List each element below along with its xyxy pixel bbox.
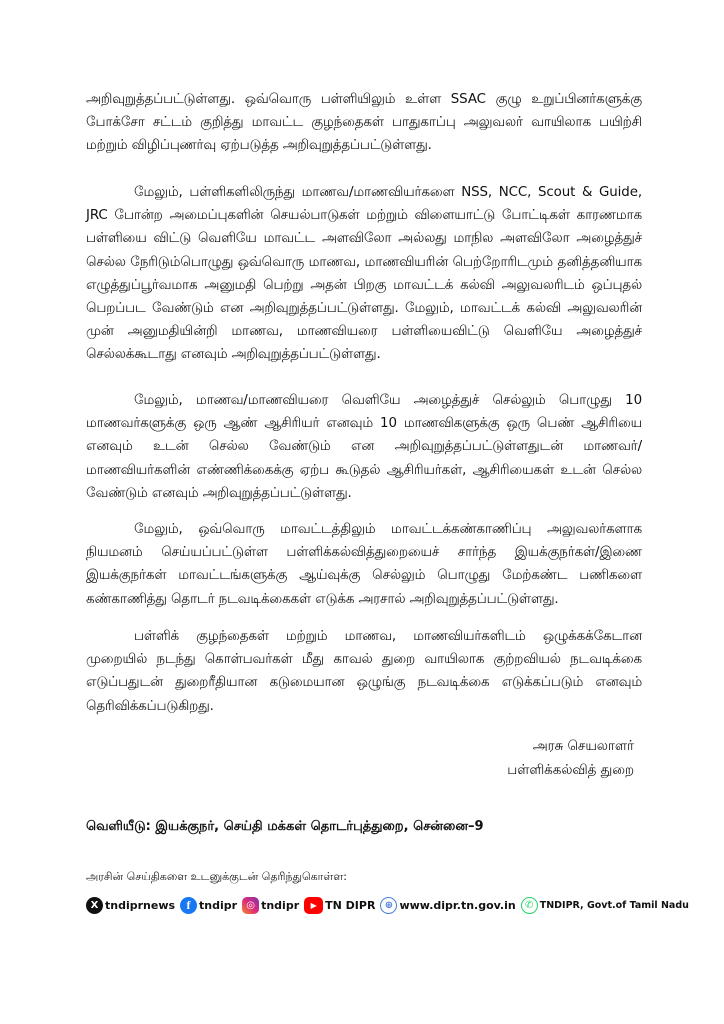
signature-title: அரசு செயலாளர் — [532, 739, 634, 754]
social-facebook-label: tndipr — [199, 899, 238, 912]
follow-prompt: அரசின் செய்திகளை உடனுக்குடன் தெரிந்துகொள்ள: — [86, 870, 347, 883]
social-x[interactable] — [86, 897, 175, 914]
social-website[interactable] — [380, 897, 515, 914]
paragraph-ssac-training: அறிவுறுத்தப்பட்டுள்ளது. ஒவ்வொரு பள்ளியிலும் உள்ள SSAC குழு உறுப்பினர்களுக்கு போக்சோ சட்டம் குறித்து மாவட்ட குழந்தைகள் பாதுகாப்பு அலுவலர் வாயிலாக பயிற்சி மற்றும் விழிப்புணர்வு ஏற்படுத்த அறிவுறுத்தப்பட்டுள்ளது. — [86, 92, 642, 154]
paragraph-outing-permission: மேலும், பள்ளிகளிலிருந்து மாணவ/மாணவியர்களை NSS, NCC, Scout & Guide, JRC போன்ற அமைப்புகளின் செயல்பாடுகள் மற்றும் விளையாட்டு போட்டிகள் காரணமாக பள்ளியை விட்டு வெளியே மாவட்ட அளவிலோ அல்லது மாநில அளவிலோ அழைத்துச் செல்ல நேரிடும்பொழுது ஒவ்வொரு மாணவ, மாணவியரின் பெற்றோரிடமும் தனித்தனியாக எழுத்துப்பூர்வமாக அனுமதி பெற்று அதன் பிறகு மாவட்டக் கல்வி அலுவலரிடம் ஒப்புதல் பெறப்பட வேண்டும் என அறிவுறுத்தப்பட்டுள்ளது. மேலும், மாவட்டக் கல்வி அலுவலரின் முன் அனுமதியின்றி மாணவ, மாணவியரை பள்ளியைவிட்டு வெளியே அழைத்துச் செல்லக்கூடாது எனவும் அறிவுறுத்தப்பட்டுள்ளது. — [86, 185, 642, 363]
paragraph-disciplinary-action: பள்ளிக் குழந்தைகள் மற்றும் மாணவ, மாணவியர்களிடம் ஒழுக்கக்கேடான முறையில் நடந்து கொள்பவர்கள் மீது காவல் துறை வாயிலாக குற்றவியல் நடவடிக்கை எடுப்பதுடன் துறைரீதியான கடுமையான ஒழுங்கு நடவடிக்கை எடுக்கப்படும் எனவும் தெரிவிக்கப்படுகிறது. — [86, 629, 642, 714]
social-whatsapp[interactable] — [521, 897, 689, 914]
social-youtube[interactable] — [304, 897, 375, 914]
paragraph-teacher-escort: மேலும், மாணவ/மாணவியரை வெளியே அழைத்துச் செல்லும் பொழுது 10 மாணவர்களுக்கு ஒரு ஆண் ஆசிரியர் எனவும் 10 மாணவிகளுக்கு ஒரு பெண் ஆசிரியை எனவும் உடன் செல்ல வேண்டும் என அறிவுறுத்தப்பட்டுள்ளதுடன் மாணவர்/ மாணவியர்களின் எண்ணிக்கைக்கு ஏற்ப கூடுதல் ஆசிரியர்கள், ஆசிரியைகள் உடன் செல்ல வேண்டும் எனவும் அறிவுறுத்தப்பட்டுள்ளது. — [86, 393, 642, 501]
whatsapp-icon: ✆ — [521, 897, 538, 914]
social-links-bar — [86, 897, 692, 914]
release-note: வெளியீடு: இயக்குநர், செய்தி மக்கள் தொடர்புத்துறை, சென்னை–9 — [86, 819, 484, 834]
x-icon: X — [86, 897, 103, 914]
social-instagram[interactable] — [242, 897, 299, 914]
social-instagram-label: tndipr — [261, 899, 300, 912]
youtube-icon: ▶ — [304, 897, 323, 914]
social-youtube-label: TN DIPR — [325, 899, 376, 912]
facebook-icon: f — [180, 897, 197, 914]
social-website-label: www.dipr.tn.gov.in — [399, 899, 516, 912]
social-whatsapp-label: TNDIPR, Govt.of Tamil Nadu — [539, 900, 689, 911]
social-facebook[interactable] — [180, 897, 237, 914]
paragraph-monitoring-officers: மேலும், ஒவ்வொரு மாவட்டத்திலும் மாவட்டக்கண்காணிப்பு அலுவலர்களாக நியமனம் செய்யப்பட்டுள்ள பள்ளிக்கல்வித்துறையைச் சார்ந்த இயக்குநர்கள்/இணை இயக்குநர்கள் மாவட்டங்களுக்கு ஆய்வுக்கு செல்லும் பொழுது மேற்கண்ட பணிகளை கண்காணித்து தொடர் நடவடிக்கைகள் எடுக்க அரசால் அறிவுறுத்தப்பட்டுள்ளது. — [86, 522, 642, 607]
signature-department: பள்ளிக்கல்வித் துறை — [507, 763, 634, 778]
social-x-label: tndiprnews — [105, 899, 176, 912]
globe-icon: ⊕ — [380, 897, 397, 914]
instagram-icon: ◎ — [242, 897, 259, 914]
